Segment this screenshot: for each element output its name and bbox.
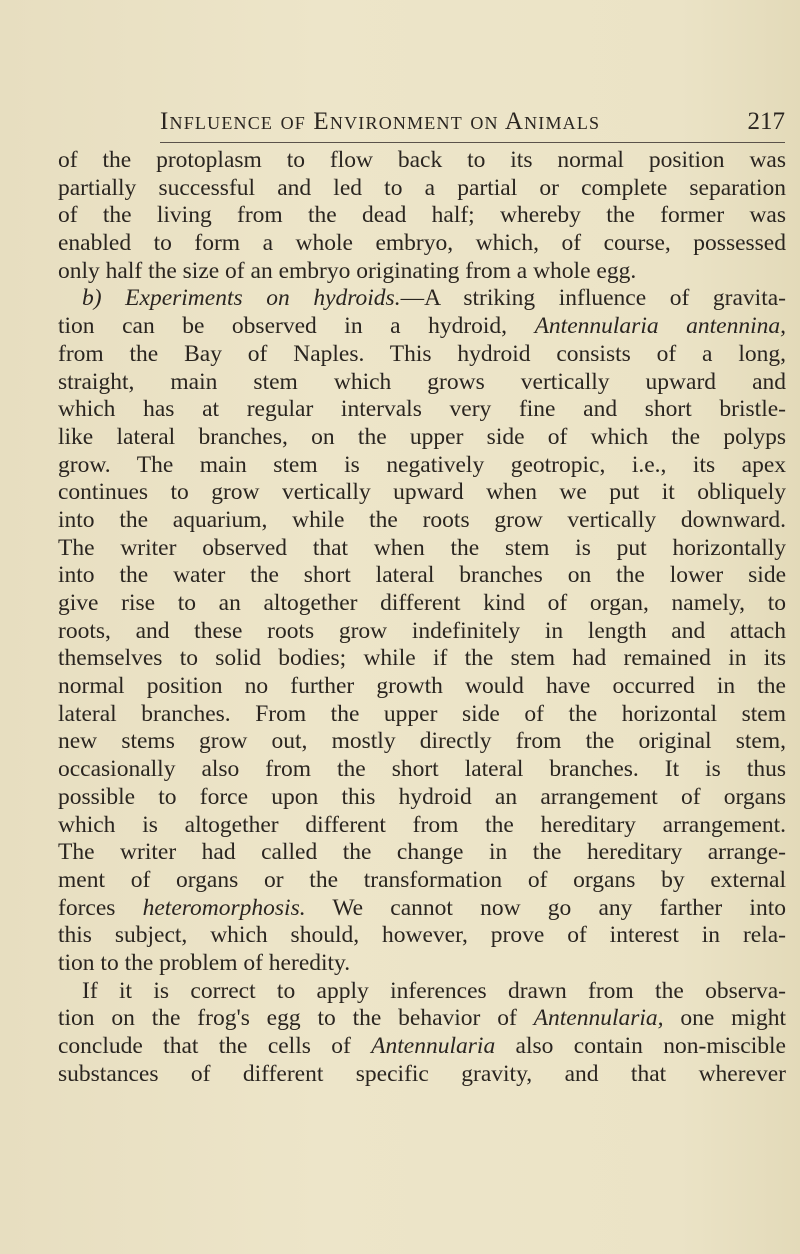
text-line (58, 230, 786, 258)
text-segment: of the protoplasm to flow back to its normal position was (58, 147, 786, 173)
text-segment: The writer had called the change in the hereditary arrange- (58, 839, 786, 866)
text-line (58, 479, 786, 507)
text-line (58, 1005, 786, 1033)
text-line (58, 535, 786, 563)
text-line (58, 590, 786, 618)
text-segment: one might (663, 1005, 786, 1032)
text-segment: roots, and these roots grow indefinitely in length and attach (58, 617, 786, 644)
text-line (58, 618, 786, 646)
text-line (58, 922, 786, 950)
text-segment: tion to the problem of heredity. (58, 949, 351, 976)
text-line (58, 313, 786, 341)
text-segment: lateral branches. From the upper side of the horizontal stem (58, 700, 786, 727)
text-line (58, 1061, 786, 1089)
text-line (58, 645, 786, 673)
text-line (58, 756, 786, 784)
text-line (58, 895, 786, 923)
text-line (58, 812, 786, 840)
text-line (58, 562, 786, 590)
header-rule (160, 142, 785, 143)
italic-text: b) Experiments on hydroids. (82, 285, 401, 312)
text-line (58, 839, 786, 867)
text-segment: substances of different specific gravity, and that wherever (58, 1060, 786, 1087)
text-segment: from the Bay of Naples. This hydroid consists of a long, (58, 340, 786, 367)
page-header (160, 108, 785, 142)
text-segment: new stems grow out, mostly directly from the original stem, (58, 728, 786, 755)
text-segment: of the living from the dead half; whereby the former was (58, 202, 786, 229)
text-line (58, 202, 786, 230)
text-line (58, 950, 786, 978)
text-segment: grow. The main stem is negatively geotropic, i.e., its apex (58, 451, 786, 478)
text-segment: like lateral branches, on the upper side of which the polyps (58, 423, 786, 450)
text-segment: enabled to form a whole embryo, which, of course, possessed (58, 230, 786, 257)
text-segment: also contain non-miscible (495, 1033, 786, 1059)
text-line (58, 147, 786, 175)
text-line (58, 728, 786, 756)
text-line (58, 452, 786, 480)
text-segment: normal position no further growth would have occurred in the (58, 673, 786, 700)
italic-text: Antennularia (371, 1033, 496, 1059)
text-segment: tion can be observed in a hydroid, (58, 313, 535, 340)
text-line (58, 673, 786, 701)
text-line (58, 175, 786, 203)
text-segment: We cannot now go any farther into (305, 894, 786, 921)
page-number: 217 (747, 108, 785, 135)
text-segment: conclude that the cells of (58, 1033, 372, 1059)
text-line (58, 396, 786, 424)
text-segment: this subject, which should, however, prove of interest in rela- (58, 922, 786, 949)
text-line (58, 507, 786, 535)
text-segment: give rise to an altogether different kind of organ, namely, to (58, 590, 786, 616)
text-segment: If it is correct to apply inferences drawn from the observa- (82, 977, 786, 1004)
text-line (58, 1033, 786, 1061)
text-line (58, 341, 786, 369)
running-head: Influence of Environment on Animals (160, 108, 601, 135)
text-segment: ment of organs or the transformation of organs by external (58, 866, 786, 893)
text-segment: —A striking influence of gravita- (400, 285, 786, 312)
text-line (58, 285, 786, 313)
text-line (58, 978, 786, 1006)
text-line (58, 867, 786, 895)
text-line (58, 424, 786, 452)
text-segment: The writer observed that when the stem is put horizontally (58, 534, 786, 561)
text-line (58, 369, 786, 397)
text-segment: occasionally also from the short lateral branches. It is thus (58, 756, 786, 783)
text-segment: possible to force upon this hydroid an arrangement of organs (58, 783, 786, 810)
text-segment: which has at regular intervals very fine and short bristle- (58, 396, 786, 423)
text-segment: tion on the frog's egg to the behavior of (58, 1005, 534, 1032)
text-segment: continues to grow vertically upward when we put it obliquely (58, 479, 786, 506)
text-segment: which is altogether different from the hereditary arrangement. (58, 811, 786, 838)
italic-text: heteromorphosis. (142, 894, 306, 921)
text-segment: straight, main stem which grows vertically upward and (58, 368, 786, 395)
italic-text: Antennularia antennina, (534, 313, 786, 340)
text-line (58, 784, 786, 812)
text-line (58, 258, 786, 286)
text-segment: into the aquarium, while the roots grow vertically downward. (58, 506, 786, 533)
italic-text: Antennularia, (533, 1005, 664, 1032)
text-segment: themselves to solid bodies; while if the stem had remained in its (58, 645, 786, 672)
text-line (58, 701, 786, 729)
text-segment: partially successful and led to a partial or complete separation (58, 174, 786, 201)
text-segment: into the water the short lateral branches on the lower side (58, 562, 786, 589)
text-segment: only half the size of an embryo originating from a whole egg. (58, 257, 637, 284)
text-segment: forces (58, 894, 143, 921)
body-text (58, 147, 786, 1088)
